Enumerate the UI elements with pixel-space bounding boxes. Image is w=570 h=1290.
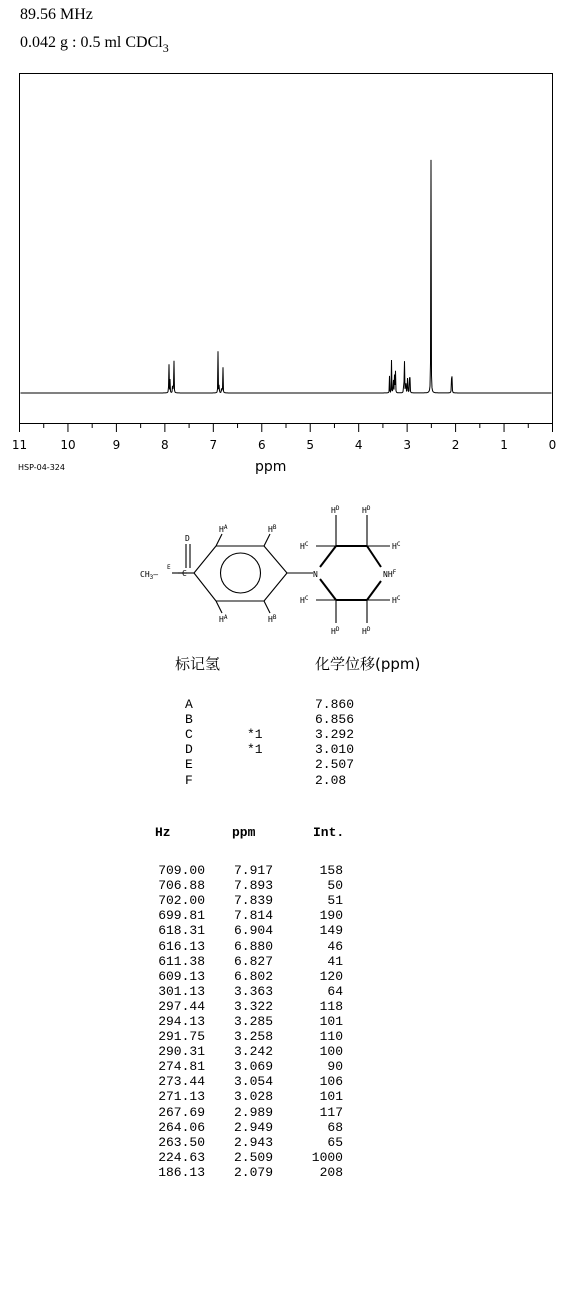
peak-hz: 706.88 (158, 878, 205, 894)
hc-right-top: $H^C$ (392, 541, 401, 551)
peak-row (145, 908, 343, 923)
assignment-row (185, 757, 354, 772)
peak-ppm: 3.242 (233, 1044, 273, 1060)
header-int: Int. (313, 825, 345, 840)
peak-hz: 264.06 (158, 1119, 205, 1135)
assignment-note: *1 (247, 742, 263, 758)
peak-hz: 702.00 (158, 893, 205, 909)
peak-hz: 709.00 (158, 863, 205, 879)
assignment-shift: 6.856 (315, 712, 355, 728)
hb-bottom: $H^B$ (268, 614, 277, 624)
peak-intensity: 100 (319, 1044, 343, 1060)
peak-table (145, 863, 343, 1180)
x-axis-label: ppm (255, 459, 287, 475)
molecular-structure (0, 495, 570, 645)
peak-intensity: 64 (327, 983, 343, 999)
peak-ppm: 3.069 (233, 1059, 273, 1075)
peak-hz: 616.13 (158, 938, 205, 954)
hc-left-bottom: $H^C$ (300, 595, 309, 605)
methyl-label: $CH_3—$ (140, 570, 159, 581)
peak-ppm: 6.880 (233, 938, 273, 954)
assignment-row (185, 697, 354, 712)
assignment-label: C (185, 727, 193, 743)
assignment-label: D (185, 742, 193, 758)
peak-ppm: 3.322 (233, 998, 273, 1014)
assignment-row (185, 742, 354, 757)
peak-hz: 618.31 (158, 923, 205, 939)
peak-ppm: 7.839 (233, 893, 273, 909)
hd-top-right: $H^D$ (362, 505, 371, 515)
nmr-spectrum-chart (0, 0, 570, 460)
peak-row (145, 1120, 343, 1135)
peak-row (145, 923, 343, 938)
assignment-shift: 2.507 (315, 757, 355, 773)
peak-intensity: 101 (319, 1013, 343, 1029)
peak-ppm: 7.893 (233, 878, 273, 894)
peak-intensity: 101 (319, 1089, 343, 1105)
peak-hz: 609.13 (158, 968, 205, 984)
ha-top: $H^A$ (219, 524, 228, 534)
peak-ppm: 3.258 (233, 1029, 273, 1045)
peak-intensity: 1000 (311, 1149, 343, 1165)
assignment-header-shift: 化学位移(ppm) (315, 655, 421, 673)
x-tick-label: 5 (306, 438, 315, 452)
peak-intensity: 117 (319, 1104, 343, 1120)
peak-intensity: 90 (327, 1059, 343, 1075)
assignment-table (185, 697, 354, 788)
peak-row (145, 1074, 343, 1089)
sample-id: HSP-04-324 (18, 463, 65, 472)
peak-ppm: 2.079 (233, 1164, 273, 1180)
peak-hz: 224.63 (158, 1149, 205, 1165)
x-tick-label: 8 (161, 438, 169, 452)
x-tick-label: 10 (60, 438, 76, 452)
peak-ppm: 3.363 (233, 983, 273, 999)
peak-intensity: 46 (327, 938, 343, 954)
peak-row (145, 863, 343, 878)
n-aryl: N (313, 570, 318, 579)
assignment-label: F (185, 772, 193, 788)
peak-intensity: 120 (319, 968, 343, 984)
x-tick-label: 4 (354, 438, 363, 452)
x-tick-label: 3 (403, 438, 411, 452)
structure-bonds (172, 515, 390, 623)
assignment-note (247, 757, 315, 772)
peak-ppm: 6.904 (233, 923, 273, 939)
peak-row (145, 938, 343, 953)
peak-intensity: 68 (327, 1119, 343, 1135)
peak-hz: 294.13 (158, 1013, 205, 1029)
ha-bottom: $H^A$ (219, 614, 228, 624)
peak-intensity: 118 (319, 998, 343, 1014)
spectrum-trace (21, 160, 552, 393)
hc-left-top: $H^C$ (300, 541, 309, 551)
peak-row (145, 878, 343, 893)
x-tick-label: 2 (451, 438, 460, 452)
peak-hz: 297.44 (158, 998, 205, 1014)
x-tick-label: 7 (209, 438, 218, 452)
nh-label: $NH^F$ (383, 569, 397, 579)
hb-top: $H^B$ (268, 524, 277, 534)
peak-row (145, 1135, 343, 1150)
x-tick-label: 9 (112, 438, 121, 452)
peak-hz: 263.50 (158, 1134, 205, 1150)
assignment-note (247, 697, 315, 712)
assignment-label: A (185, 697, 193, 713)
peak-intensity: 51 (327, 893, 343, 909)
assignment-note (247, 712, 315, 727)
peak-row (145, 999, 343, 1014)
peak-hz: 274.81 (158, 1059, 205, 1075)
peak-hz: 186.13 (158, 1164, 205, 1180)
peak-ppm: 2.989 (233, 1104, 273, 1120)
peak-ppm: 2.943 (233, 1134, 273, 1150)
header-ppm: ppm (232, 825, 256, 840)
header-hz: Hz (155, 825, 171, 840)
x-tick-label: 1 (500, 438, 508, 452)
peak-row (145, 1150, 343, 1165)
peak-hz: 271.13 (158, 1089, 205, 1105)
spectrometer-frequency: 89.56 MHz (20, 6, 93, 23)
hd-bottom-right: $H^D$ (362, 626, 371, 636)
peak-ppm: 7.917 (233, 863, 273, 879)
peak-row (145, 984, 343, 999)
hc-right-bottom: $H^C$ (392, 595, 401, 605)
plot-frame (20, 74, 553, 424)
peak-hz: 699.81 (158, 908, 205, 924)
assignment-note (247, 772, 315, 787)
peak-intensity: 50 (327, 878, 343, 894)
x-tick-label: 11 (11, 438, 28, 452)
assignment-shift: 3.292 (315, 727, 355, 743)
sample-subscript: 3 (162, 41, 169, 55)
assignment-row (185, 772, 354, 787)
assignment-label: E (185, 757, 193, 773)
hd-bottom-left: $H^D$ (331, 626, 340, 636)
hd-top-left: $H^D$ (331, 505, 340, 515)
sample-text: 0.042 g : 0.5 ml CDCl (20, 34, 163, 51)
peak-intensity: 149 (319, 923, 343, 939)
peak-row (145, 1105, 343, 1120)
assignment-note: *1 (247, 727, 263, 743)
peak-ppm: 2.949 (233, 1119, 273, 1135)
label-e: E (167, 564, 171, 571)
peak-hz: 611.38 (158, 953, 205, 969)
assignment-row (185, 727, 354, 742)
x-axis-tick-labels (12, 438, 556, 452)
peak-row (145, 1044, 343, 1059)
peak-row (145, 1014, 343, 1029)
peak-row (145, 969, 343, 984)
peak-row (145, 1089, 343, 1104)
peak-intensity: 41 (327, 953, 343, 969)
peak-intensity: 65 (327, 1134, 343, 1150)
peak-ppm: 6.827 (233, 953, 273, 969)
assignment-row (185, 712, 354, 727)
x-tick-label: 6 (257, 438, 266, 452)
peak-hz: 290.31 (158, 1044, 205, 1060)
peak-intensity: 190 (319, 908, 343, 924)
assignment-shift: 2.08 (315, 772, 347, 788)
carbonyl-o: D (185, 534, 190, 543)
assignment-header-hydrogen: 标记氢 (175, 655, 221, 673)
assignment-shift: 3.010 (315, 742, 355, 758)
peak-intensity: 110 (319, 1029, 343, 1045)
peak-row (145, 1165, 343, 1180)
peak-row (145, 1029, 343, 1044)
assignment-shift: 7.860 (315, 697, 355, 713)
peak-ppm: 3.054 (233, 1074, 273, 1090)
carbonyl-c: C (182, 569, 187, 578)
peak-intensity: 158 (319, 863, 343, 879)
peak-row (145, 893, 343, 908)
peak-intensity: 208 (319, 1164, 343, 1180)
peak-hz: 273.44 (158, 1074, 205, 1090)
peak-hz: 301.13 (158, 983, 205, 999)
peak-hz: 291.75 (158, 1029, 205, 1045)
x-tick-label: 0 (548, 438, 557, 452)
peak-ppm: 6.802 (233, 968, 273, 984)
x-axis-ticks (20, 424, 553, 433)
peak-hz: 267.69 (158, 1104, 205, 1120)
peak-ppm: 2.509 (233, 1149, 273, 1165)
assignment-label: B (185, 712, 193, 728)
peak-ppm: 3.028 (233, 1089, 273, 1105)
peak-ppm: 3.285 (233, 1013, 273, 1029)
peak-ppm: 7.814 (233, 908, 273, 924)
structure-atom-labels (140, 505, 401, 636)
peak-row (145, 1059, 343, 1074)
peak-intensity: 106 (319, 1074, 343, 1090)
peak-row (145, 954, 343, 969)
